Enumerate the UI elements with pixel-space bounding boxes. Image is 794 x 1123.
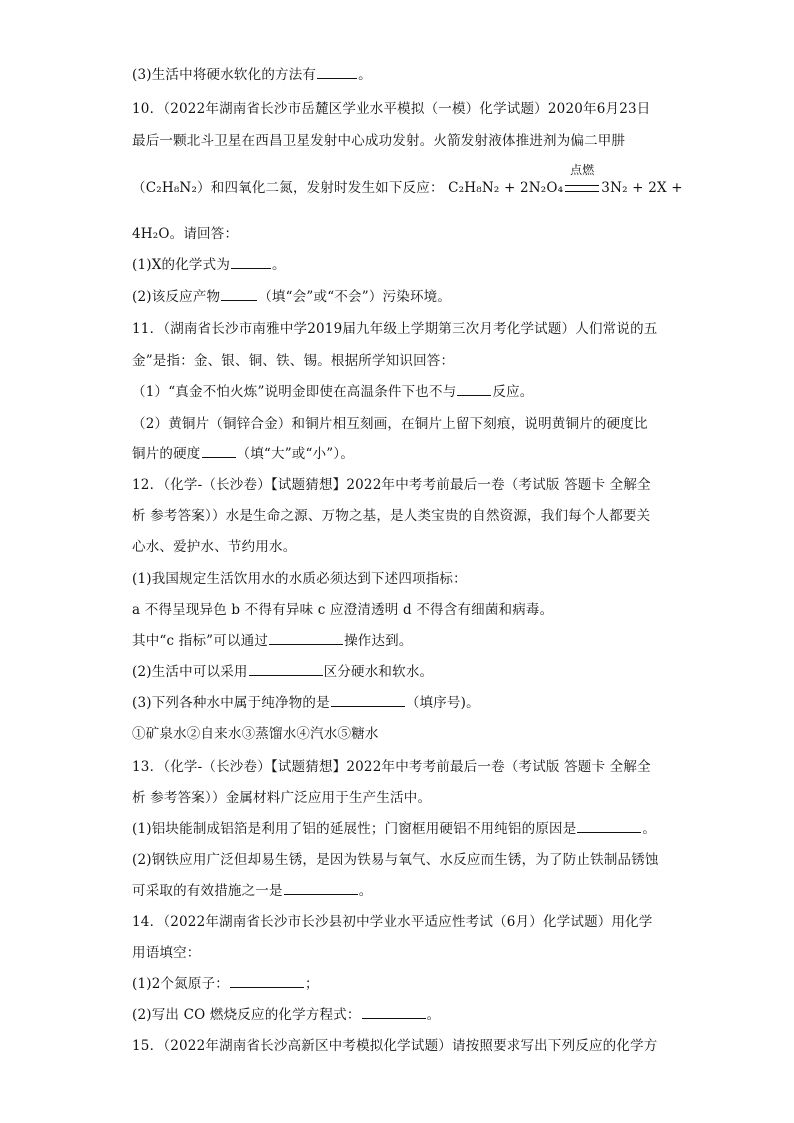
line-text: 其中“c 指标”可以通过 (132, 633, 269, 649)
line-text: (2)写出 CO 燃烧反应的化学方程式： (132, 1007, 361, 1023)
line-text: （填序号)。 (405, 695, 480, 711)
line-text: 。 (426, 1007, 441, 1023)
q13-part2-line1: (2)钢铁应用广泛但却易生锈，是因为铁易与氧气、水反应而生锈，为了防止铁制品锈蚀 (132, 852, 659, 868)
line-text: (2)生活中可以采用 (132, 664, 248, 680)
q11-stem-line1: 11．（湖南省长沙市南雅中学2019届九年级上学期第三次月考化学试题）人们常说的五 (132, 321, 658, 337)
line-text: 。 (272, 257, 286, 273)
q12-part1-question (132, 630, 672, 652)
answer-blank[interactable] (202, 443, 236, 458)
answer-blank[interactable] (230, 973, 304, 988)
line-text: ； (305, 976, 319, 992)
q13-part1 (132, 818, 672, 840)
q12-part3 (132, 692, 672, 714)
answer-blank[interactable] (249, 661, 323, 676)
equation-right: 3N₂ + 2X + (601, 180, 683, 196)
line-text: （1）“真金不怕火炼”说明金即使在高温条件下也不与 (132, 384, 457, 400)
line-text: (1)X的化学式为 (132, 257, 231, 273)
line-text: 反应。 (492, 384, 534, 400)
q12-part3-options: ①矿泉水②自来水③蒸馏水④汽水⑤糖水 (132, 726, 379, 742)
q11-stem-line2: 金”是指：金、银、铜、铁、锡。根据所学知识回答： (132, 353, 455, 369)
q14-stem-line1: 14．（2022年湖南省长沙市长沙县初中学业水平适应性考试（6月）化学试题）用化学 (132, 914, 653, 930)
answer-blank[interactable] (317, 64, 357, 79)
line-text: （填“会”或“不会”）污染环境。 (258, 289, 452, 305)
line-text: 。 (642, 821, 657, 837)
line-text: 。 (358, 883, 373, 899)
line-text: 操作达到。 (344, 633, 413, 649)
q14-part1 (132, 973, 672, 995)
q12-stem-line1: 12．（化学-（长沙卷）【试题猜想】2022年中考考前最后一卷（考试版 答题卡 全解全 (132, 477, 651, 493)
q15-stem-line1: 15．（2022年湖南省长沙高新区中考模拟化学试题）请按照要求写出下列反应的化学方 (132, 1038, 658, 1054)
q13-stem-line2: 析 参考答案））金属材料广泛应用于生产生活中。 (132, 790, 432, 806)
answer-blank[interactable] (362, 1004, 426, 1019)
reaction-arrow (563, 163, 601, 199)
q10-equation-line (132, 163, 683, 199)
q13-part2-line2 (132, 880, 672, 902)
answer-blank[interactable] (331, 692, 405, 707)
reaction-condition: 点燃 (570, 163, 595, 177)
q14-stem-line2: 用语填空： (132, 945, 201, 961)
answer-blank[interactable] (269, 630, 343, 645)
line-text: 可采取的有效措施之一是 (132, 883, 283, 899)
answer-blank[interactable] (221, 286, 257, 301)
line-text: (3)下列各种水中属于纯净物的是 (132, 695, 330, 711)
q10-part2 (132, 286, 672, 308)
answer-blank[interactable] (284, 880, 358, 895)
line-text: (2)该反应产物 (132, 289, 221, 305)
q9-part3 (132, 64, 672, 86)
line-text: 。 (358, 67, 372, 83)
q11-part1 (132, 381, 672, 403)
answer-blank[interactable] (457, 381, 491, 396)
line-text: (3)生活中将硬水软化的方法有 (132, 67, 317, 83)
q11-part2-line1: （2）黄铜片（铜锌合金）和铜片相互刻画，在铜片上留下刻痕，说明黄铜片的硬度比 (132, 416, 648, 432)
q10-stem-line2: 最后一颗北斗卫星在西昌卫星发射中心成功发射。火箭发射液体推进剂为偏二甲肼 (132, 133, 626, 149)
q12-stem-line2: 析 参考答案））水是生命之源、万物之基，是人类宝贵的自然资源，我们每个人都要关 (132, 508, 651, 524)
equation-left: （C₂H₈N₂）和四氧化二氮，发射时发生如下反应： C₂H₈N₂ + 2N₂O₄ (132, 180, 564, 196)
line-text: 区分硬水和软水。 (323, 664, 434, 680)
q10-stem-line4: 4H₂O。请回答： (132, 226, 239, 242)
line-text: (1)铝块能制成铝箔是利用了铝的延展性；门窗框用硬铝不用纯铝的原因是 (132, 821, 577, 837)
answer-blank[interactable] (231, 254, 271, 269)
line-text: (1)2个氮原子： (132, 976, 230, 992)
line-text: （填“大”或“小”）。 (236, 446, 355, 462)
q13-stem-line1: 13．（化学-（长沙卷）【试题猜想】2022年中考考前最后一卷（考试版 答题卡 全解全 (132, 759, 651, 775)
q11-part2-line2 (132, 443, 672, 465)
q12-part1: (1)我国规定生活饮用水的水质必须达到下述四项指标： (132, 571, 467, 587)
q14-part2 (132, 1004, 672, 1026)
q12-part1-options: a 不得呈现异色 b 不得有异味 c 应澄清透明 d 不得含有细菌和病毒。 (132, 602, 554, 618)
q12-part2 (132, 661, 672, 683)
q12-stem-line3: 心水、爱护水、节约用水。 (132, 539, 297, 555)
answer-blank[interactable] (577, 818, 641, 833)
q10-part1 (132, 254, 672, 276)
q10-stem-line1: 10．（2022年湖南省长沙市岳麓区学业水平模拟（一模）化学试题）2020年6月23日 (132, 101, 651, 117)
line-text: 铜片的硬度 (132, 446, 201, 462)
